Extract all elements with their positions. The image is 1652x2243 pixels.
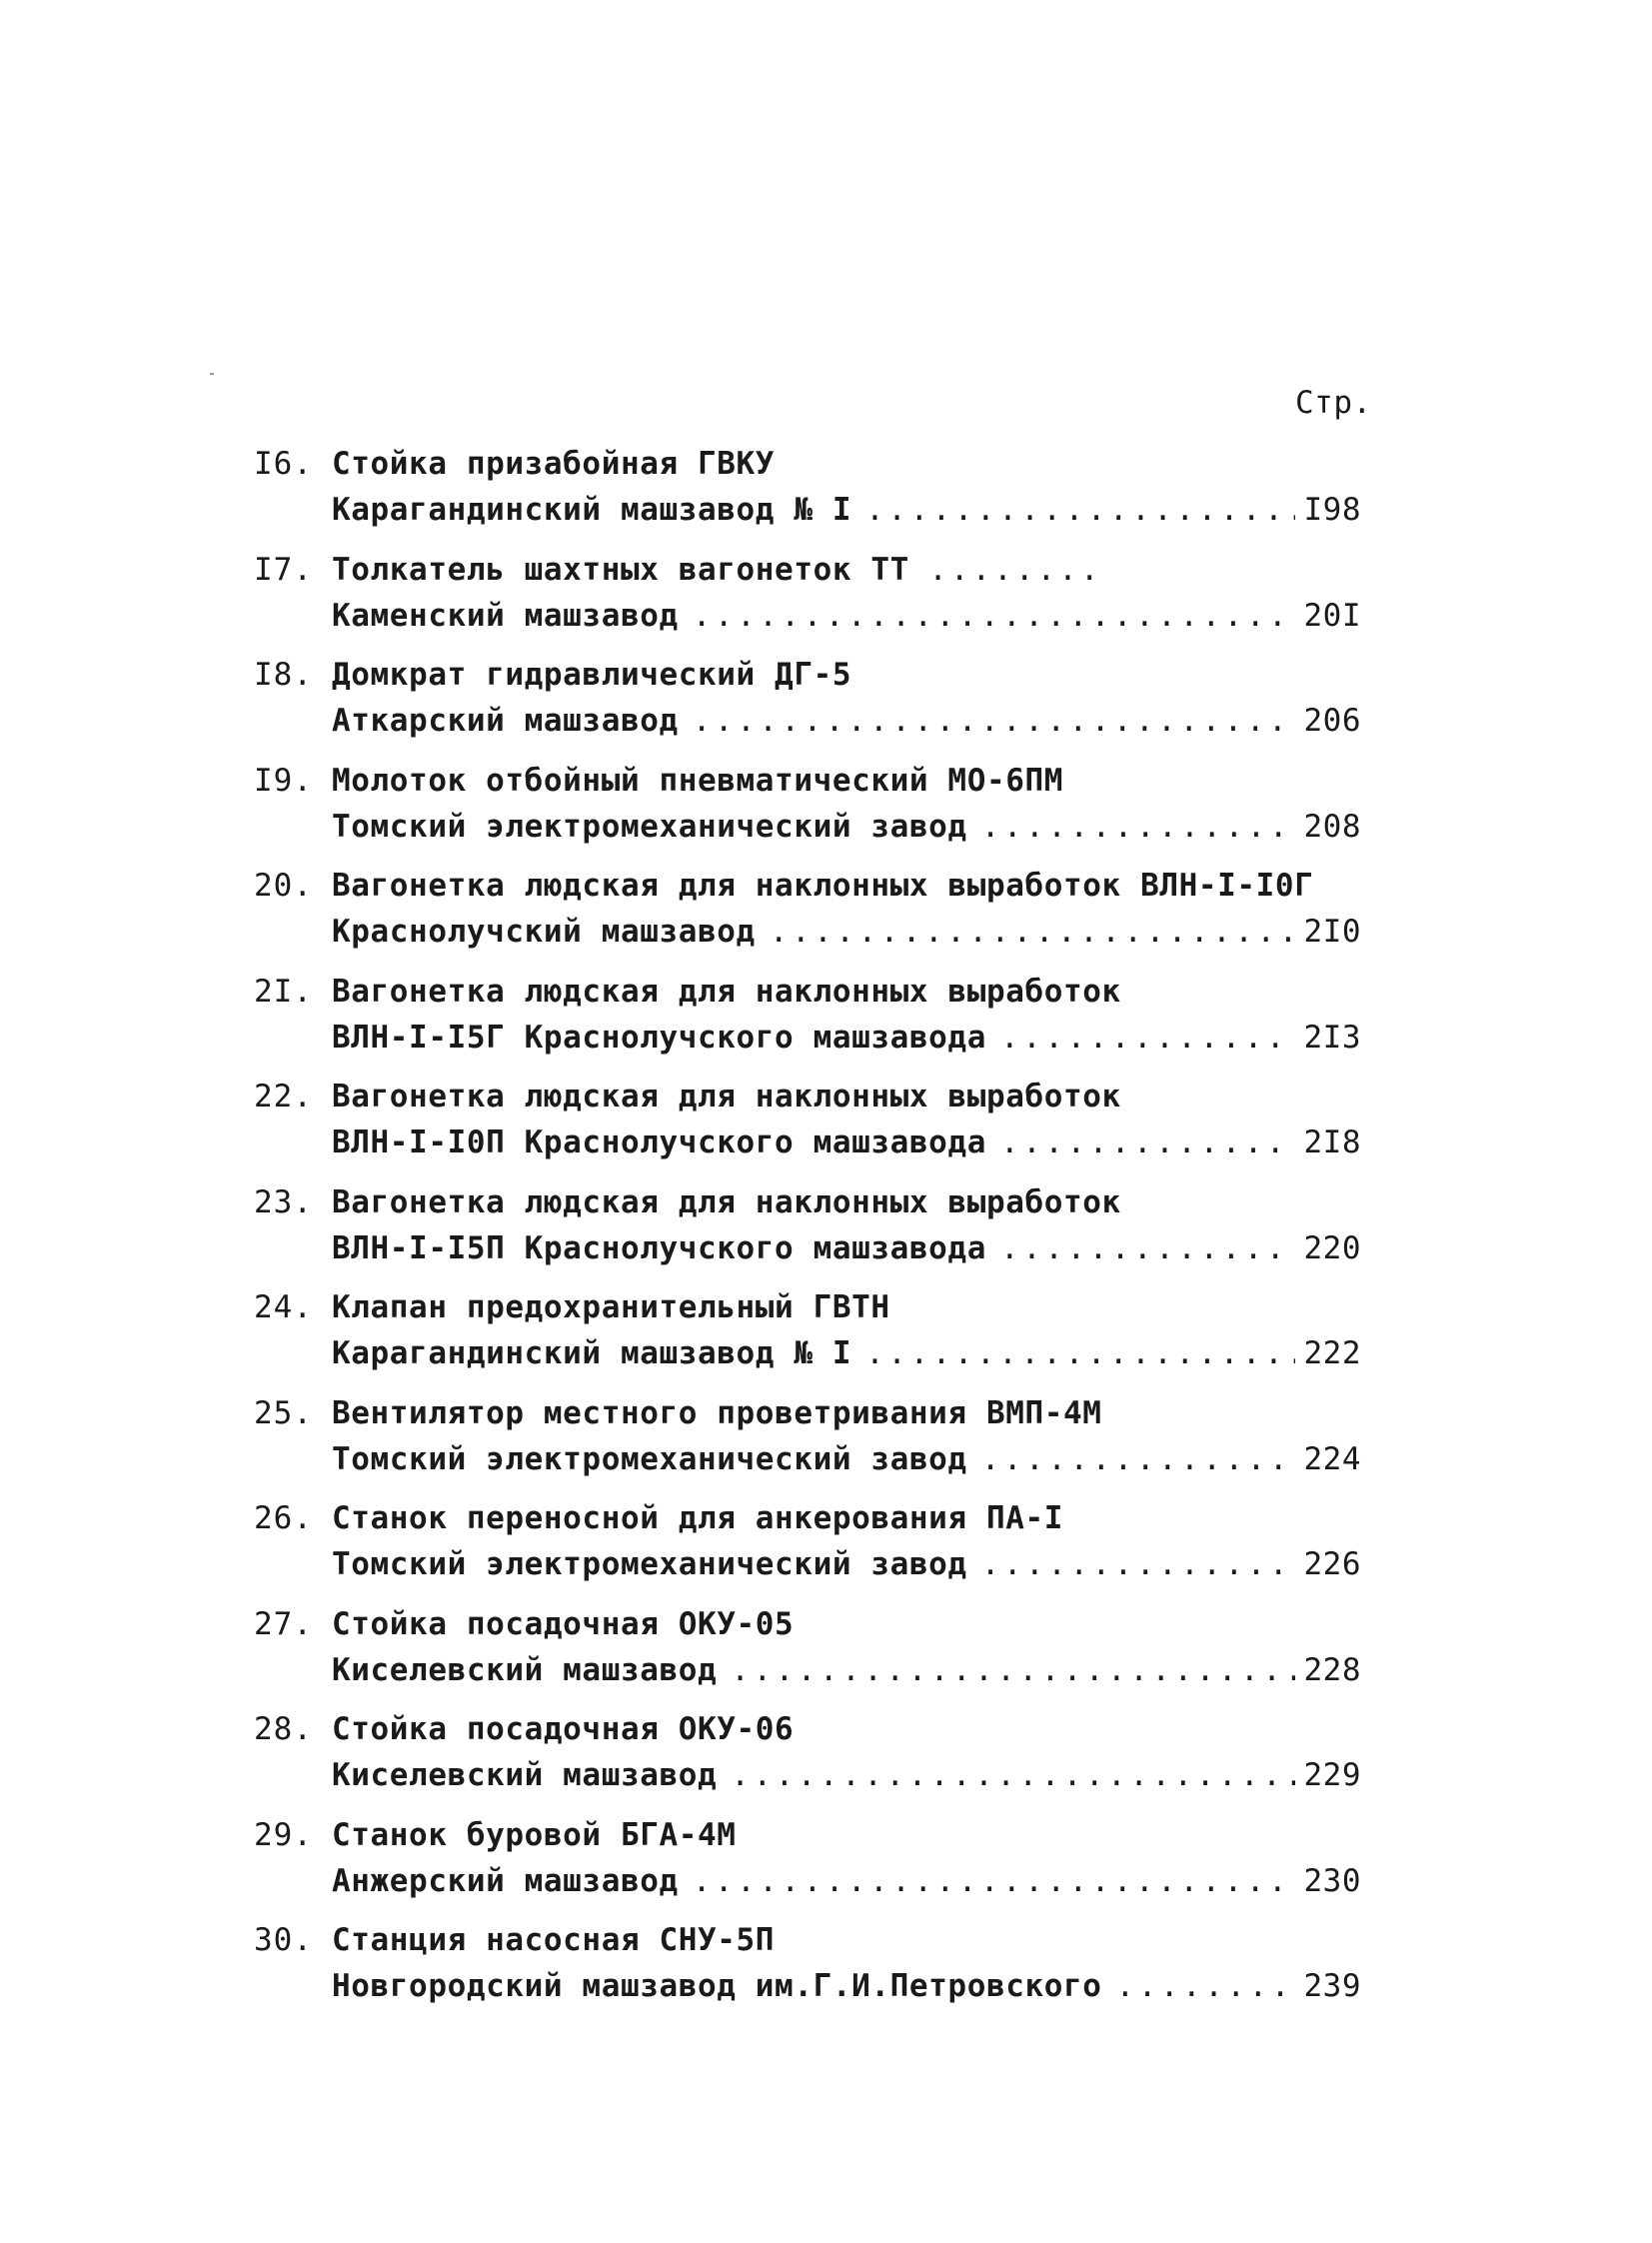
- dot-leader: [693, 1858, 1295, 1904]
- scan-mark: [210, 373, 214, 375]
- dot-leader: [981, 1436, 1295, 1482]
- dot-leader: [693, 593, 1295, 639]
- entry-manufacturer: ВЛН-I-I5Г Краснолучского машзавода: [332, 1019, 986, 1056]
- entry-title: Стойка призабойная ГВКУ: [332, 446, 776, 482]
- entry-page-number: 206: [1303, 703, 1361, 739]
- toc-entry: [254, 441, 1403, 547]
- entry-manufacturer: ВЛН-I-I0П Краснолучского машзавода: [332, 1124, 986, 1160]
- entry-manufacturer: Киселевский машзавод: [332, 1651, 718, 1688]
- dot-leader: [770, 909, 1295, 955]
- entry-title: Станок переносной для анкерования ПА-I: [332, 1500, 1064, 1536]
- dot-leader: [731, 1752, 1295, 1798]
- entry-second-line: [332, 909, 1361, 955]
- entry-second-line: [332, 1225, 1361, 1271]
- toc-entry: [254, 863, 1403, 969]
- entry-page-number: 2I3: [1303, 1019, 1361, 1056]
- entry-second-line: [332, 698, 1361, 744]
- toc-entry: [254, 1495, 1403, 1601]
- entry-manufacturer: Киселевский машзавод: [332, 1757, 718, 1793]
- entry-number: 25.: [254, 1394, 313, 1431]
- entry-second-line: [332, 1541, 1361, 1587]
- toc-entry: [254, 1706, 1403, 1812]
- entry-number: 30.: [254, 1922, 313, 1958]
- entry-number: 24.: [254, 1289, 313, 1325]
- entry-second-line: [332, 1752, 1361, 1798]
- entry-title: Станция насосная СНУ-5П: [332, 1922, 776, 1958]
- entry-number: 27.: [254, 1605, 313, 1642]
- dot-leader: [1000, 1015, 1295, 1061]
- entry-title: Вагонетка людская для наклонных выработок: [332, 1183, 1121, 1220]
- entry-page-number: 2I0: [1303, 914, 1361, 950]
- entry-second-line: [332, 804, 1361, 850]
- dot-leader: [981, 804, 1295, 850]
- entry-second-line: [332, 1330, 1361, 1376]
- entry-number: 26.: [254, 1500, 313, 1536]
- entry-number: I7.: [254, 551, 313, 588]
- entry-page-number: 239: [1303, 1968, 1361, 2004]
- entry-second-line: [332, 487, 1361, 533]
- page-column-label: Стр.: [1295, 385, 1372, 421]
- toc-entry: [254, 1601, 1403, 1707]
- entry-title: Стойка посадочная ОКУ-06: [332, 1711, 795, 1747]
- dot-leader: [865, 1330, 1295, 1376]
- toc-entry: [254, 1179, 1403, 1285]
- entry-number: I6.: [254, 446, 313, 482]
- toc-entry: [254, 1812, 1403, 1918]
- entry-second-line: [332, 1436, 1361, 1482]
- entry-page-number: 2I8: [1303, 1124, 1361, 1160]
- entry-number: 29.: [254, 1816, 313, 1853]
- entry-title: Молоток отбойный пневматический МО-6ПМ: [332, 762, 1064, 799]
- dot-leader: [865, 487, 1295, 533]
- entry-manufacturer: Томский электромеханический завод: [332, 1546, 967, 1582]
- dot-leader: [693, 698, 1295, 744]
- entry-number: 23.: [254, 1183, 313, 1220]
- toc-entry: [254, 969, 1403, 1075]
- entry-number: 20.: [254, 868, 313, 904]
- entry-page-number: 208: [1303, 808, 1361, 845]
- toc-entry: [254, 1074, 1403, 1179]
- entry-page-number: 222: [1303, 1335, 1361, 1371]
- entry-page-number: I98: [1303, 492, 1361, 528]
- entry-title: Стойка посадочная ОКУ-05: [332, 1605, 795, 1642]
- entry-title: Станок буровой БГА-4М: [332, 1816, 737, 1853]
- entry-title: Вагонетка людская для наклонных выработок: [332, 973, 1121, 1010]
- entry-second-line: [332, 1120, 1361, 1165]
- toc-entry: [254, 652, 1403, 758]
- entry-manufacturer: Карагандинский машзавод № I: [332, 492, 852, 528]
- entry-manufacturer: Томский электромеханический завод: [332, 1440, 967, 1477]
- entry-page-number: 224: [1303, 1440, 1361, 1477]
- dot-leader: [731, 1647, 1295, 1693]
- entry-number: I9.: [254, 762, 313, 799]
- entry-title: Толкатель шахтных вагонеток ТТ ........: [332, 551, 1102, 588]
- entry-manufacturer: ВЛН-I-I5П Краснолучского машзавода: [332, 1229, 986, 1266]
- entry-title: Клапан предохранительный ГВТН: [332, 1289, 890, 1325]
- entry-second-line: [332, 1963, 1361, 2009]
- entry-page-number: 230: [1303, 1862, 1361, 1899]
- entry-title: Вентилятор местного проветривания ВМП-4М: [332, 1394, 1102, 1431]
- dot-leader: [1000, 1225, 1295, 1271]
- toc-entry: [254, 1917, 1403, 2023]
- entry-second-line: [332, 1647, 1361, 1693]
- entry-page-number: 20I: [1303, 597, 1361, 634]
- entry-title: Вагонетка людская для наклонных выработок ВЛН-I-I0Г: [332, 868, 1314, 904]
- entry-title: Домкрат гидравлический ДГ-5: [332, 657, 852, 693]
- entry-page-number: 226: [1303, 1546, 1361, 1582]
- entry-manufacturer: Анжерский машзавод: [332, 1862, 679, 1899]
- entry-manufacturer: Карагандинский машзавод № I: [332, 1335, 852, 1371]
- entry-number: 2I.: [254, 973, 313, 1010]
- entry-number: 22.: [254, 1079, 313, 1115]
- entry-title: Вагонетка людская для наклонных выработок: [332, 1079, 1121, 1115]
- dot-leader: [981, 1541, 1295, 1587]
- entry-page-number: 220: [1303, 1229, 1361, 1266]
- toc-entry: [254, 758, 1403, 864]
- toc-entry: [254, 547, 1403, 653]
- entry-number: 28.: [254, 1711, 313, 1747]
- dot-leader: [1116, 1963, 1295, 2009]
- entry-number: I8.: [254, 657, 313, 693]
- toc-entry: [254, 1284, 1403, 1390]
- table-of-contents: [254, 441, 1403, 2023]
- entry-second-line: [332, 1015, 1361, 1061]
- entry-page-number: 229: [1303, 1757, 1361, 1793]
- entry-second-line: [332, 1858, 1361, 1904]
- entry-page-number: 228: [1303, 1651, 1361, 1688]
- entry-manufacturer: Томский электромеханический завод: [332, 808, 967, 845]
- entry-manufacturer: Каменский машзавод: [332, 597, 679, 634]
- toc-entry: [254, 1390, 1403, 1496]
- entry-manufacturer: Аткарский машзавод: [332, 703, 679, 739]
- entry-second-line: [332, 593, 1361, 639]
- entry-manufacturer: Краснолучский машзавод: [332, 914, 756, 950]
- dot-leader: [1000, 1120, 1295, 1165]
- entry-manufacturer: Новгородский машзавод им.Г.И.Петровского: [332, 1968, 1102, 2004]
